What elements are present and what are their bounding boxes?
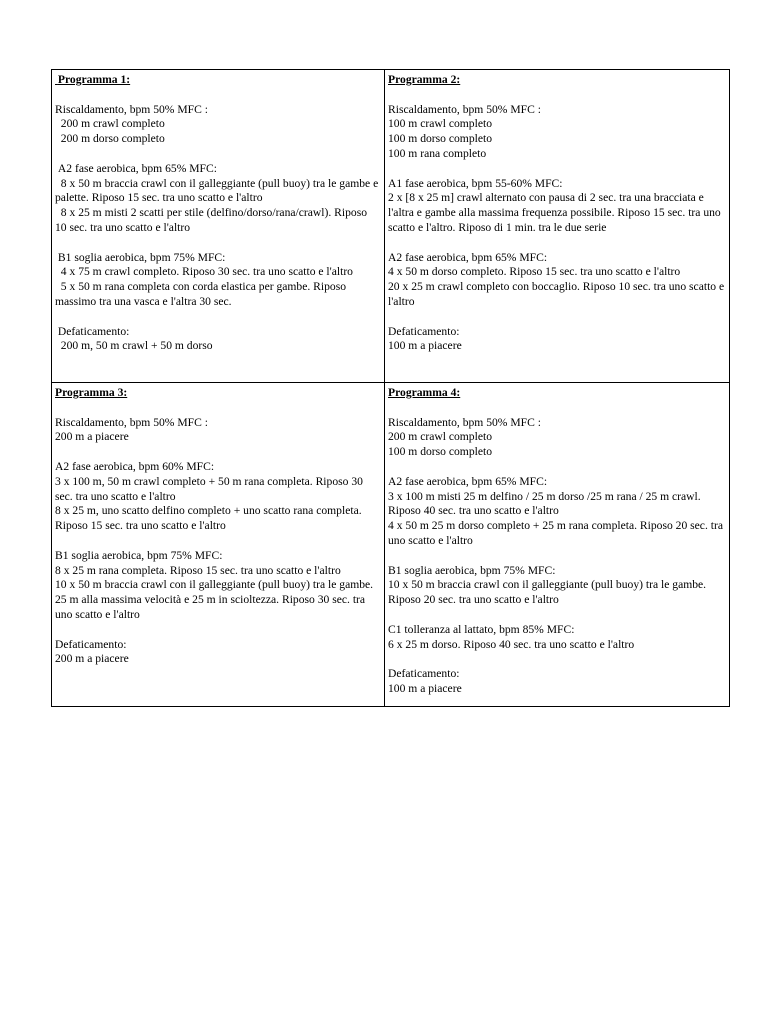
program-4-cell: [385, 383, 730, 707]
program-4-body: Riscaldamento, bpm 50% MFC : 200 m crawl completo 100 m dorso completo A2 fase aerobica, bpm 65% MFC: 3 x 100 m misti 25 m delfino / 25 m dorso /25 m rana / 25 m crawl. Riposo 40 sec. tra uno scatto e l'altro 4 x 50 m 25 m dorso completo + 25 m rana completa. Riposo 20 sec. tra uno scatto e l'altro B1 soglia aerobica, bpm 75% MFC: 10 x 50 m braccia crawl con il galleggiante (pull buoy) tra le gambe. Riposo 20 sec. tra uno scatto e l'altro C1 tolleranza al lattato, bpm 85% MFC: 6 x 25 m dorso. Riposo 40 sec. tra uno scatto e l'altro Defaticamento: 100 m a piacere: [388, 415, 723, 695]
table-row: [52, 383, 730, 707]
program-4-title: Programma 4:: [388, 386, 461, 399]
program-4-content: [388, 386, 726, 697]
program-3-body: Riscaldamento, bpm 50% MFC : 200 m a piacere A2 fase aerobica, bpm 60% MFC: 3 x 100 m, 50 m crawl completo + 50 m rana completa. Riposo 30 sec. tra uno scatto e l'altro 8 x 25 m, uno scatto delfino completo + uno scatto rana completa. Riposo 15 sec. tra uno scatto e l'altro B1 soglia aerobica, bpm 75% MFC: 8 x 25 m rana completa. Riposo 15 sec. tra uno scatto e l'altro 10 x 50 m braccia crawl con il galleggiante (pull buoy) tra le gambe. 25 m alla massima velocità e 25 m in scioltezza. Riposo 30 sec. tra uno scatto e l'altro Defaticamento: 200 m a piacere: [55, 415, 374, 666]
program-1-cell: [52, 70, 385, 383]
program-3-content: [55, 386, 381, 667]
program-2-body: Riscaldamento, bpm 50% MFC : 100 m crawl completo 100 m dorso completo 100 m rana completo A1 fase aerobica, bpm 55-60% MFC: 2 x [8 x 25 m] crawl alternato con pausa di 2 sec. tra una bracciata e l'altra e gambe alla massima frequenza possibile. Riposo 15 sec. tra uno scatto e l'altro. Riposo di 1 min. tra le due serie A2 fase aerobica, bpm 65% MFC: 4 x 50 m dorso completo. Riposo 15 sec. tra uno scatto e l'altro 20 x 25 m crawl completo con boccaglio. Riposo 10 sec. tra uno scatto e l'altro Defaticamento: 100 m a piacere: [388, 102, 725, 353]
program-2-content: [388, 73, 726, 354]
program-3-title: Programma 3:: [55, 386, 128, 399]
program-2-title: Programma 2:: [388, 73, 461, 86]
program-1-content: [55, 73, 381, 354]
program-3-cell: [52, 383, 385, 707]
program-1-title: Programma 1:: [55, 73, 131, 86]
training-programs-table: [51, 69, 730, 707]
table-row: [52, 70, 730, 383]
program-2-cell: [385, 70, 730, 383]
program-1-body: Riscaldamento, bpm 50% MFC : 200 m crawl completo 200 m dorso completo A2 fase aerobica, bpm 65% MFC: 8 x 50 m braccia crawl con il galleggiante (pull buoy) tra le gambe e palette. Riposo 15 sec. tra uno scatto e l'altro 8 x 25 m misti 2 scatti per stile (delfino/dorso/rana/crawl). Riposo 10 sec. tra uno scatto e l'altro B1 soglia aerobica, bpm 75% MFC: 4 x 75 m crawl completo. Riposo 30 sec. tra uno scatto e l'altro 5 x 50 m rana completa con corda elastica per gambe. Riposo massimo tra una vasca e l'altra 30 sec. Defaticamento: 200 m, 50 m crawl + 50 m dorso: [55, 102, 379, 353]
